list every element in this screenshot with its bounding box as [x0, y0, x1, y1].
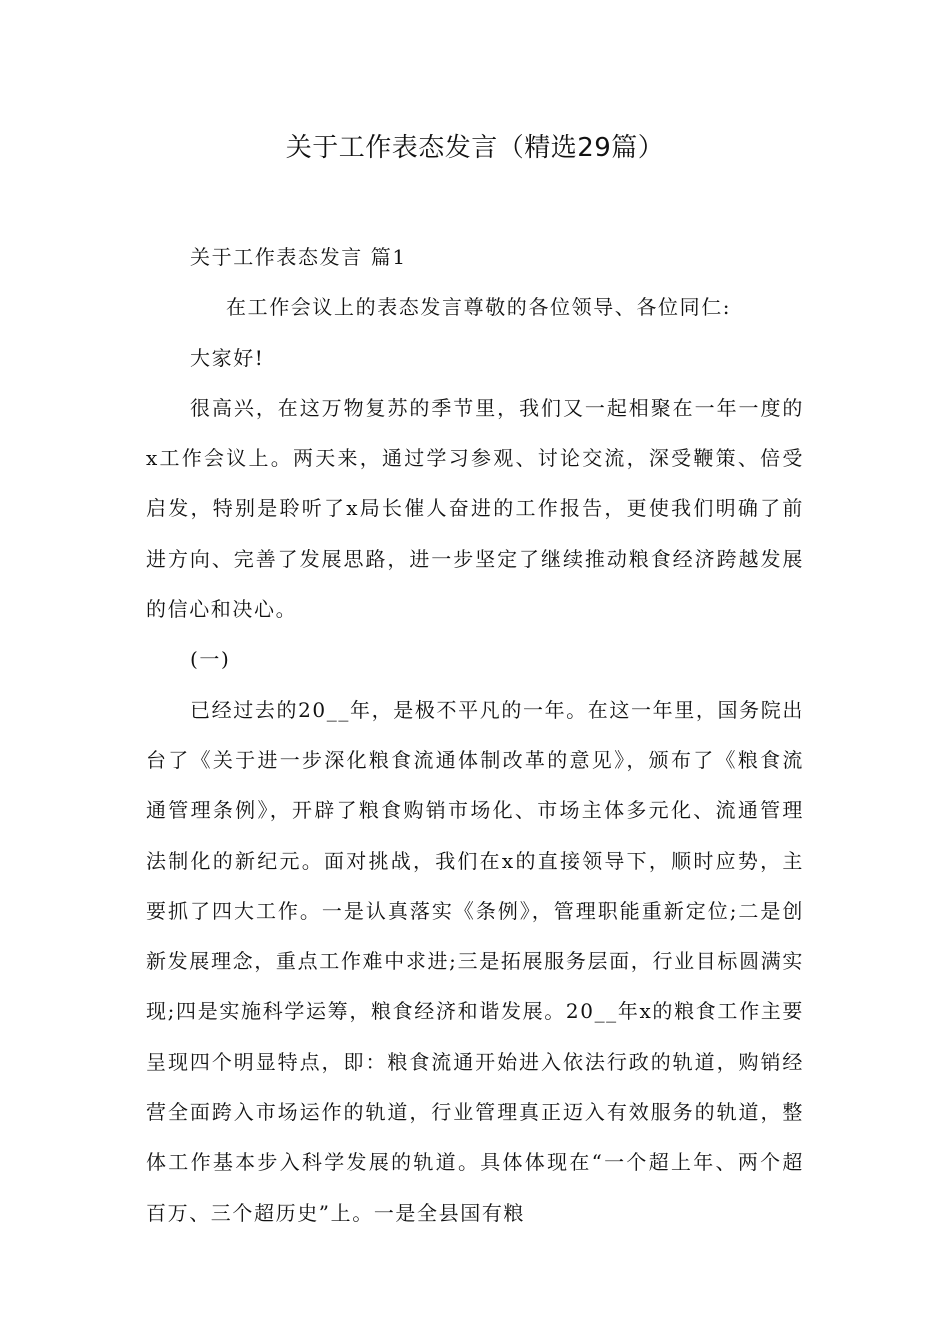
section-heading: 关于工作表态发言 篇1 [190, 245, 407, 269]
body-paragraph: 很高兴，在这万物复苏的季节里，我们又一起相聚在一年一度的x工作会议上。两天来，通过学习参观、讨论交流，深受鞭策、倍受启发，特别是聆听了x局长催人奋进的工作报告，更使我们明确了前进方向、完善了发展思路，进一步坚定了继续推动粮食经济跨越发展的信心和决心。 [146, 395, 804, 622]
speech-intro-paragraph: 在工作会议上的表态发言尊敬的各位领导、各位同仁: [226, 295, 732, 320]
subsection-marker: (一) [190, 647, 231, 672]
greeting-paragraph: 大家好! [190, 345, 265, 370]
document-title: 关于工作表态发言（精选29篇） [285, 133, 665, 163]
body-paragraph: 已经过去的20__年，是极不平凡的一年。在这一年里，国务院出台了《关于进一步深化粮食流通体制改革的意见》，颁布了《粮食流通管理条例》，开辟了粮食购销市场化、市场主体多元化、流通管理法制化的新纪元。面对挑战，我们在x的直接领导下，顺时应势，主要抓了四大工作。一是认真落实《条例》，管理职能重新定位;二是创新发展理念，重点工作难中求进;三是拓展服务层面，行业目标圆满实现;四是实施科学运筹，粮食经济和谐发展。20__年x的粮食工作主要呈现四个明显特点，即：粮食流通开始进入依法行政的轨道，购销经营全面跨入市场运作的轨道，行业管理真正迈入有效服务的轨道，整体工作基本步入科学发展的轨道。具体体现在“一个超上年、两个超百万、三个超历史”上。一是全县国有粮 [146, 697, 804, 1225]
document-body [146, 232, 804, 1238]
